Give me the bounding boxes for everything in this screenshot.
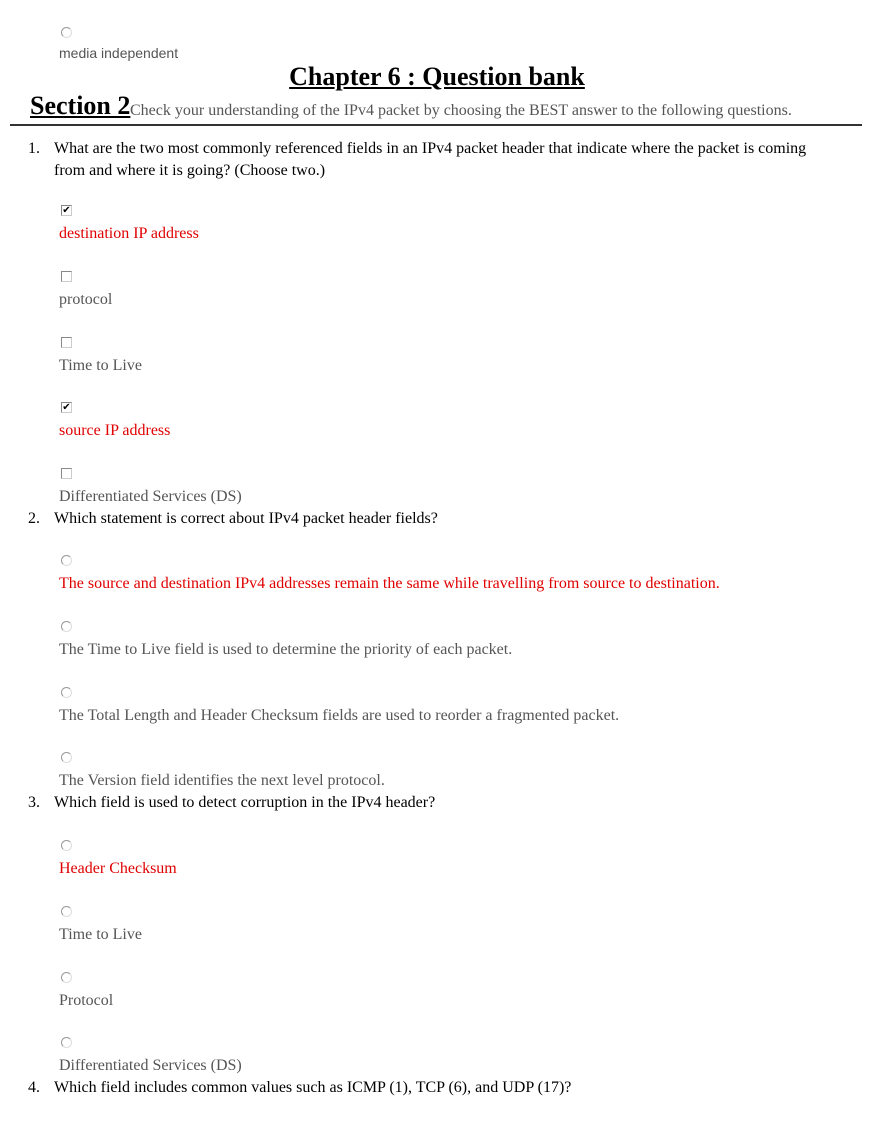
checkbox[interactable] xyxy=(61,337,72,348)
radio-button[interactable] xyxy=(61,1037,72,1048)
option-label: Protocol xyxy=(59,992,114,1009)
question-text: What are the two most commonly referenced fields in an IPv4 packet header that indicate where the packet is coming from and where it is going? (Choose two.) xyxy=(54,140,807,179)
question-number: 3. xyxy=(28,794,40,811)
page-title xyxy=(0,62,874,92)
radio-button[interactable] xyxy=(61,972,72,983)
checkbox[interactable]: ✔ xyxy=(62,402,71,413)
option-label: Time to Live xyxy=(59,926,142,943)
previous-option-label: media independent xyxy=(59,45,179,61)
option-label: Time to Live xyxy=(59,357,142,374)
option-label: The Total Length and Header Checksum fields are used to reorder a fragmented packet. xyxy=(59,707,620,724)
radio-button[interactable] xyxy=(61,27,72,38)
section-intro: Check your understanding of the IPv4 packet by choosing the BEST answer to the following questions. xyxy=(130,102,792,119)
option-label: The Version field identifies the next level protocol. xyxy=(59,772,385,789)
question-number: 4. xyxy=(28,1079,40,1096)
radio-button[interactable] xyxy=(61,555,72,566)
option-label: Header Checksum xyxy=(59,860,177,877)
checkbox[interactable] xyxy=(61,468,72,479)
question-text: Which field is used to detect corruption in the IPv4 header? xyxy=(54,794,436,811)
radio-button[interactable] xyxy=(61,840,72,851)
divider xyxy=(10,124,862,126)
question-number: 2. xyxy=(28,510,40,527)
question-number: 1. xyxy=(28,140,40,157)
radio-button[interactable] xyxy=(61,621,72,632)
option-label: The Time to Live field is used to determine the priority of each packet. xyxy=(59,641,513,658)
option-label: destination IP address xyxy=(59,225,199,242)
option-label: protocol xyxy=(59,291,113,308)
radio-button[interactable] xyxy=(61,752,72,763)
option-label: source IP address xyxy=(59,422,171,439)
question-text: Which statement is correct about IPv4 packet header fields? xyxy=(54,510,438,527)
option-label: The source and destination IPv4 addresses remain the same while travelling from source to destination. xyxy=(59,575,720,592)
radio-button[interactable] xyxy=(61,687,72,698)
option-label: Differentiated Services (DS) xyxy=(59,1057,242,1074)
checkbox[interactable] xyxy=(61,271,72,282)
page-title-text: Chapter 6 : Question bank xyxy=(289,62,585,91)
question-text: Which field includes common values such as ICMP (1), TCP (6), and UDP (17)? xyxy=(54,1079,572,1096)
option-label: Differentiated Services (DS) xyxy=(59,488,242,505)
radio-button[interactable] xyxy=(61,906,72,917)
section-heading: Section 2 xyxy=(30,91,131,120)
checkbox[interactable]: ✔ xyxy=(62,205,71,216)
